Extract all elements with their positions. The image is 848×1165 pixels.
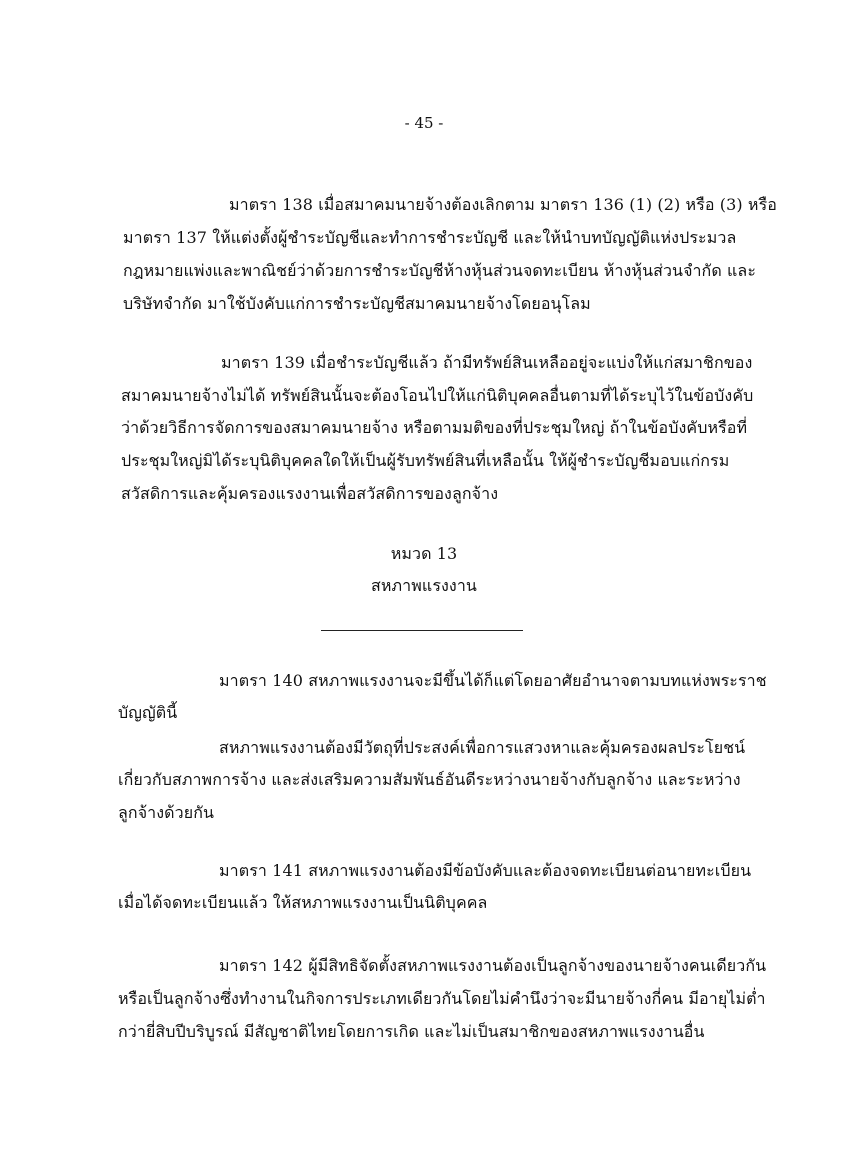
section-138-line-1: มาตรา 138 เมื่อสมาคมนายจ้างต้องเลิกตาม มาตรา 136 (1) (2) หรือ (3) หรือ <box>229 195 777 214</box>
section-140-line-2: บัญญัตินี้ <box>118 703 178 722</box>
section-140-para2-line-2: เกี่ยวกับสภาพการจ้าง และส่งเสริมความสัมพันธ์อันดีระหว่างนายจ้างกับลูกจ้าง และระหว่าง <box>118 770 741 789</box>
page-number: - 45 - <box>404 114 444 132</box>
chapter-title: สหภาพแรงงาน <box>371 576 477 595</box>
section-139-line-2: สมาคมนายจ้างไม่ได้ ทรัพย์สินนั้นจะต้องโอนไปให้แก่นิติบุคคลอื่นตามที่ได้ระบุไว้ในข้อบังคับ <box>121 386 754 405</box>
section-142-line-3: กว่ายี่สิบปีบริบูรณ์ มีสัญชาติไทยโดยการเกิด และไม่เป็นสมาชิกของสหภาพแรงงานอื่น <box>118 1022 705 1041</box>
section-141-line-2: เมื่อได้จดทะเบียนแล้ว ให้สหภาพแรงงานเป็นนิติบุคคล <box>118 893 488 912</box>
chapter-number: หมวด 13 <box>390 544 458 563</box>
section-138-line-3: กฎหมายแพ่งและพาณิชย์ว่าด้วยการชำระบัญชีห้างหุ้นส่วนจดทะเบียน ห้างหุ้นส่วนจำกัด และ <box>123 261 757 280</box>
section-139-line-1: มาตรา 139 เมื่อชำระบัญชีแล้ว ถ้ามีทรัพย์สินเหลืออยู่จะแบ่งให้แก่สมาชิกของ <box>221 353 753 372</box>
chapter-divider <box>321 630 523 631</box>
section-138-line-4: บริษัทจำกัด มาใช้บังคับแก่การชำระบัญชีสมาคมนายจ้างโดยอนุโลม <box>123 294 591 313</box>
section-142-line-1: มาตรา 142 ผู้มีสิทธิจัดตั้งสหภาพแรงงานต้องเป็นลูกจ้างของนายจ้างคนเดียวกัน <box>219 956 767 975</box>
section-140-para2-line-1: สหภาพแรงงานต้องมีวัตถุที่ประสงค์เพื่อการแสวงหาและคุ้มครองผลประโยชน์ <box>219 738 746 757</box>
section-141-line-1: มาตรา 141 สหภาพแรงงานต้องมีข้อบังคับและต้องจดทะเบียนต่อนายทะเบียน <box>219 861 752 880</box>
section-139-line-5: สวัสดิการและคุ้มครองแรงงานเพื่อสวัสดิการของลูกจ้าง <box>121 484 499 503</box>
section-140-line-1: มาตรา 140 สหภาพแรงงานจะมีขึ้นได้ก็แต่โดยอาศัยอำนาจตามบทแห่งพระราช <box>219 671 767 690</box>
section-140-para2-line-3: ลูกจ้างด้วยกัน <box>118 803 215 822</box>
section-138-line-2: มาตรา 137 ให้แต่งตั้งผู้ชำระบัญชีและทำการชำระบัญชี และให้นำบทบัญญัติแห่งประมวล <box>123 228 737 247</box>
section-142-line-2: หรือเป็นลูกจ้างซึ่งทำงานในกิจการประเภทเดียวกันโดยไม่คำนึงว่าจะมีนายจ้างกี่คน มีอายุไม่ต่ำ <box>118 989 766 1008</box>
section-139-line-3: ว่าด้วยวิธีการจัดการของสมาคมนายจ้าง หรือตามมติของที่ประชุมใหญ่ ถ้าในข้อบังคับหรือที่ <box>121 418 748 437</box>
section-139-line-4: ประชุมใหญ่มิได้ระบุนิติบุคคลใดให้เป็นผู้รับทรัพย์สินที่เหลือนั้น ให้ผู้ชำระบัญชีมอบแก่กรม <box>121 451 730 470</box>
